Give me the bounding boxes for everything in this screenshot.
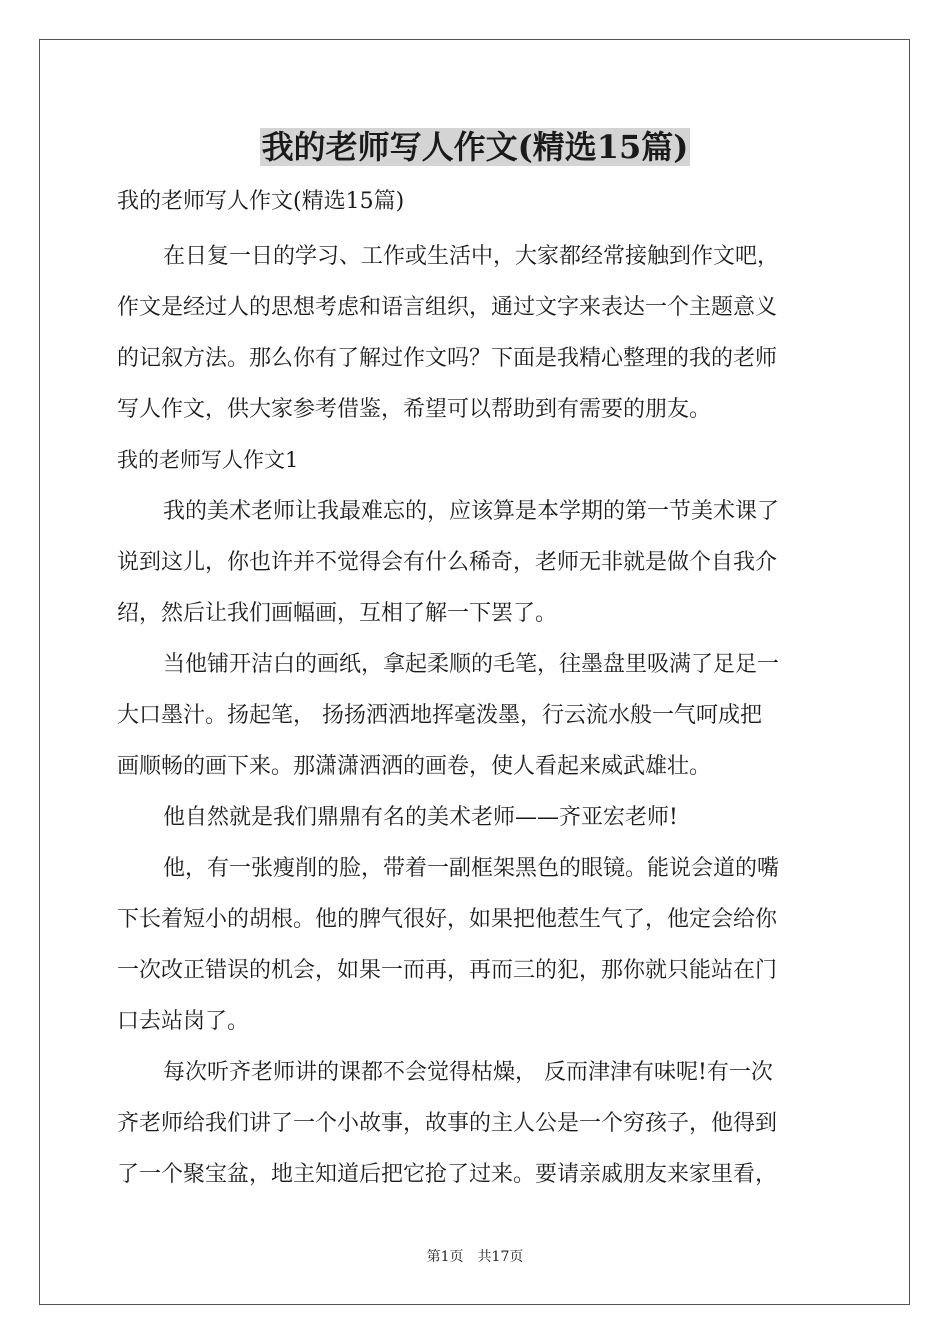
document-title	[0, 124, 950, 170]
paragraph-line: 每次听齐老师讲的课都不会觉得枯燥， 反而津津有味呢!有一次	[163, 1060, 773, 1085]
section-heading: 我的老师写人作文1	[117, 448, 299, 472]
paragraph-line: 齐老师给我们讲了一个小故事，故事的主人公是一个穷孩子，他得到	[117, 1111, 778, 1136]
paragraph-line: 口去站岗了。	[117, 1009, 250, 1034]
paragraph-line: 我的美术老师让我最难忘的，应该算是本学期的第一节美术课了	[163, 499, 780, 524]
intro-line: 在日复一日的学习、工作或生活中，大家都经常接触到作文吧，	[163, 244, 780, 269]
paragraph-4	[117, 843, 837, 1047]
document-subtitle: 我的老师写人作文(精选15篇)	[117, 189, 405, 214]
document-title-text: 我的老师写人作文(精选15篇)	[261, 128, 689, 166]
intro-paragraph	[117, 231, 837, 435]
paragraph-line: 他自然就是我们鼎鼎有名的美术老师——齐亚宏老师!	[163, 805, 678, 830]
paragraph-line: 绍，然后让我们画幅画，互相了解一下罢了。	[117, 601, 558, 626]
paragraph-2	[117, 639, 837, 792]
page-footer	[0, 1247, 950, 1267]
paragraph-line: 一次改正错误的机会，如果一而再，再而三的犯，那你就只能站在门	[117, 958, 778, 983]
paragraph-line: 大口墨汁。扬起笔， 扬扬洒洒地挥毫泼墨，行云流水般一气呵成把	[117, 703, 762, 728]
paragraph-line: 了一个聚宝盆，地主知道后把它抢了过来。要请亲戚朋友来家里看，	[117, 1162, 778, 1187]
paragraph-line: 当他铺开洁白的画纸，拿起柔顺的毛笔，往墨盘里吸满了足足一	[163, 652, 780, 677]
paragraph-3	[117, 792, 837, 843]
paragraph-line: 画顺畅的画下来。那潇潇洒洒的画卷，使人看起来威武雄壮。	[117, 754, 712, 779]
paragraph-line: 说到这儿，你也许并不觉得会有什么稀奇，老师无非就是做个自我介	[117, 550, 778, 575]
intro-line: 的记叙方法。那么你有了解过作文吗？下面是我精心整理的我的老师	[117, 346, 778, 371]
paragraph-1	[117, 486, 837, 639]
document-body	[117, 176, 837, 1200]
page-number: 第1页	[426, 1249, 464, 1265]
page-total: 共17页	[477, 1249, 524, 1265]
paragraph-line: 下长着短小的胡根。他的脾气很好，如果把他惹生气了，他定会给你	[117, 907, 778, 932]
intro-line: 写人作文，供大家参考借鉴，希望可以帮助到有需要的朋友。	[117, 397, 712, 422]
paragraph-5	[117, 1047, 837, 1200]
intro-line: 作文是经过人的思想考虑和语言组织，通过文字来表达一个主题意义	[117, 295, 778, 320]
paragraph-line: 他，有一张瘦削的脸，带着一副框架黑色的眼镜。能说会道的嘴	[163, 856, 780, 881]
